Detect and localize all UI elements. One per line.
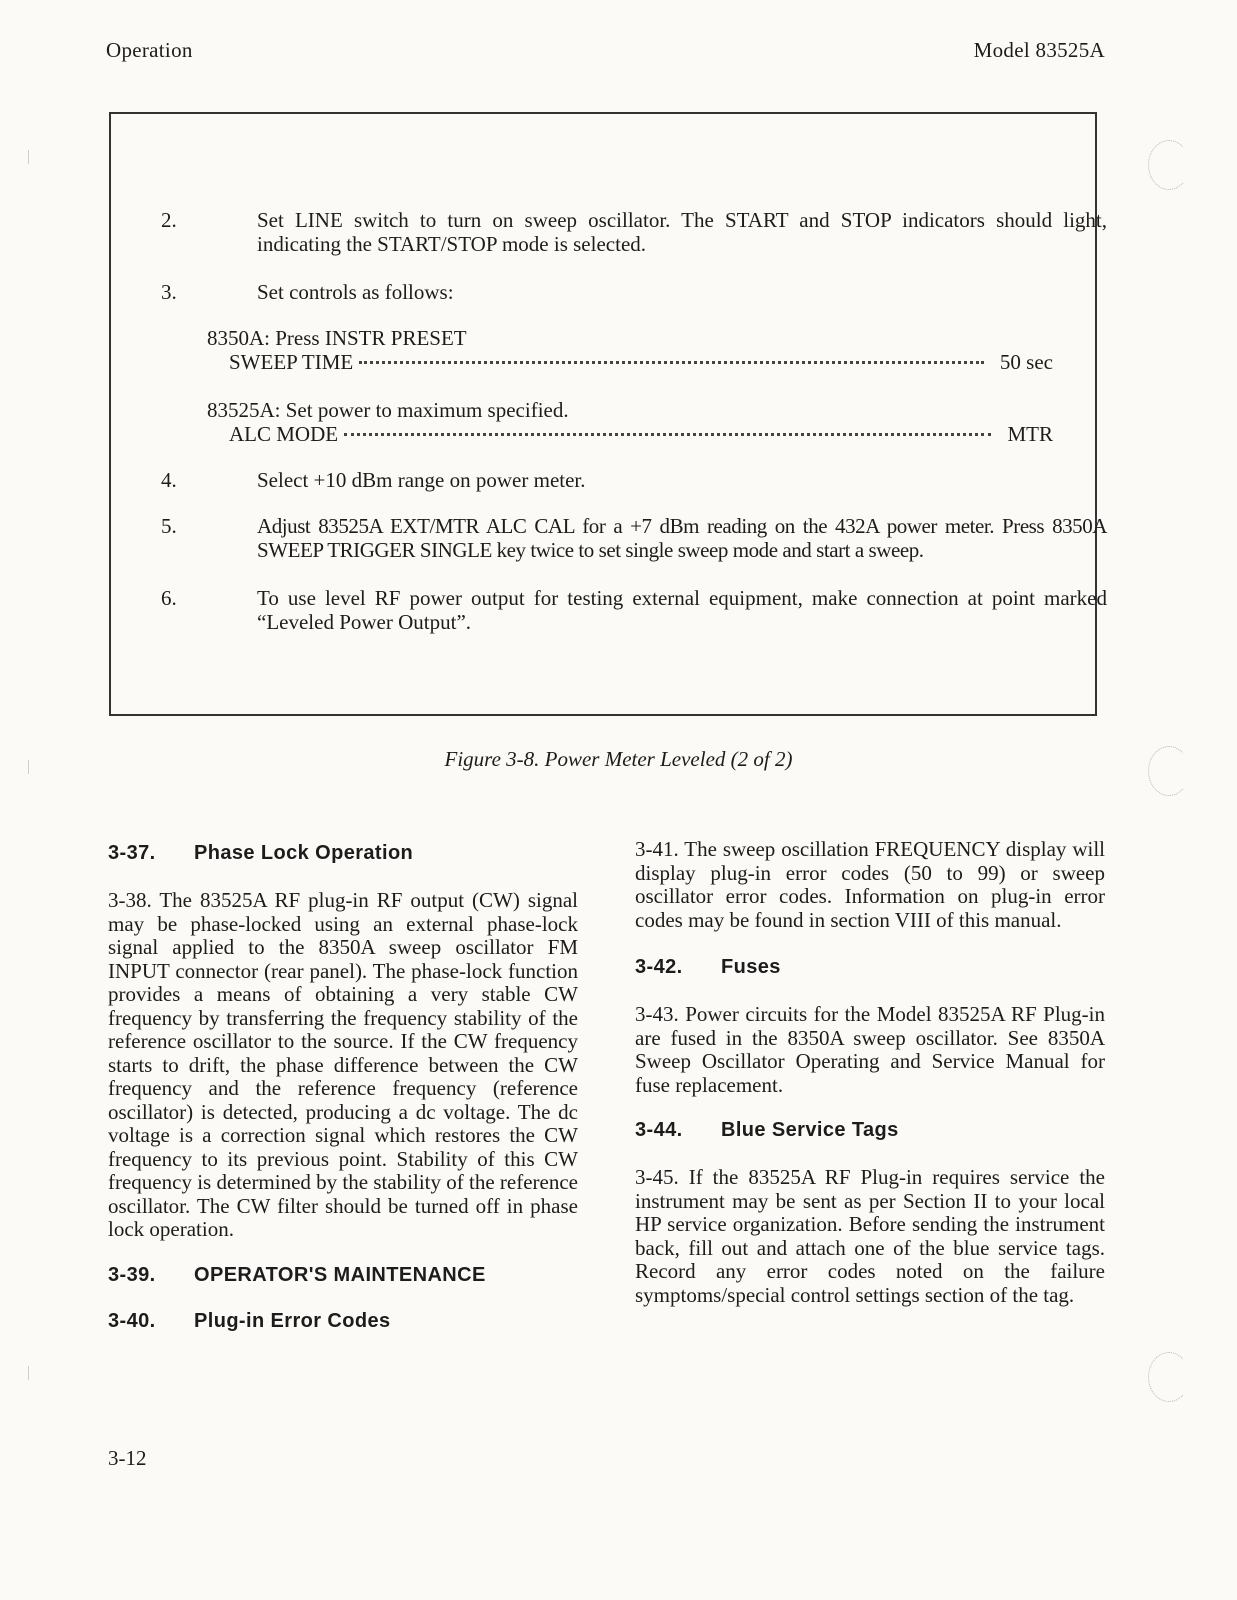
control-value: 50 sec bbox=[999, 350, 1053, 374]
body-paragraph: 3-41. The sweep oscillation FREQUENCY display will display plug-in error codes (50 to 99) or sweep oscillator error codes. Information on plug-in error codes may be found in section VIII of this manual. bbox=[635, 837, 1105, 932]
control-value: MTR bbox=[1007, 422, 1053, 446]
body-paragraph: 3-38. The 83525A RF plug-in RF output (CW) signal may be phase-locked using an external phase-lock signal applied to the 8350A sweep oscillator FM INPUT connector (rear panel). The phase-lock function provides a means of obtaining a very stable CW frequency by transferring the frequency stability of the reference oscillator to the source. If the CW frequency starts to drift, the phase difference between the CW frequency and the reference frequency (reference oscillator) is detected, producing a dc voltage. The dc voltage is a correction signal which restores the CW frequency to its previous point. Stability of this CW frequency is determined by the stability of the reference oscillator. The CW filter should be turned off in phase lock operation. bbox=[108, 888, 578, 1241]
section-title: Blue Service Tags bbox=[721, 1119, 899, 1141]
section-heading bbox=[635, 956, 1105, 979]
step-text: To use level RF power output for testing external equipment, make connection at point marked “Leveled Power Output”. bbox=[257, 586, 1107, 634]
control-setting-group bbox=[207, 398, 1053, 446]
section-heading bbox=[108, 1310, 578, 1333]
section-heading bbox=[108, 1264, 578, 1287]
body-paragraph: 3-45. If the 83525A RF Plug-in requires service the instrument may be sent as per Section II to your local HP service organization. Before sending the instrument back, fill out and attach one of the blue service tags. Record any error codes noted on the failure symptoms/special control settings section of the tag. bbox=[635, 1165, 1105, 1307]
step-number: 3. bbox=[161, 280, 177, 304]
step-text: Set controls as follows: bbox=[257, 280, 454, 304]
running-header-left: Operation bbox=[106, 38, 193, 62]
control-group-heading: 83525A: Set power to maximum specified. bbox=[207, 398, 569, 422]
scan-mark bbox=[28, 150, 32, 164]
section-title: Fuses bbox=[721, 956, 781, 978]
step-number: 4. bbox=[161, 468, 177, 492]
section-title: Plug-in Error Codes bbox=[194, 1309, 391, 1332]
step-text: Set LINE switch to turn on sweep oscillator. The START and STOP indicators should light, indicating the START/STOP mode is selected. bbox=[257, 208, 1107, 256]
left-column bbox=[108, 838, 578, 1333]
running-header-right: Model 83525A bbox=[973, 38, 1105, 62]
section-number: 3-40. bbox=[108, 1309, 156, 1332]
section-title: Phase Lock Operation bbox=[194, 842, 414, 864]
figure-box bbox=[109, 112, 1107, 716]
step-number: 6. bbox=[161, 586, 177, 610]
body-paragraph: 3-43. Power circuits for the Model 83525A RF Plug-in are fused in the 8350A sweep oscillator. See 8350A Sweep Oscillator Operating and Service Manual for fuse replacement. bbox=[635, 1002, 1105, 1097]
control-setting-row bbox=[207, 422, 1053, 446]
section-number: 3-37. bbox=[108, 842, 156, 864]
section-number: 3-42. bbox=[635, 956, 683, 978]
section-heading bbox=[108, 842, 578, 865]
step-text: Adjust 83525A EXT/MTR ALC CAL for a +7 dBm reading on the 432A power meter. Press 8350A SWEEP TRIGGER SINGLE key twice to set single sweep mode and start a sweep. bbox=[257, 514, 1107, 562]
scan-mark bbox=[28, 1366, 32, 1380]
step-number: 5. bbox=[161, 514, 177, 538]
section-title: OPERATOR'S MAINTENANCE bbox=[194, 1263, 486, 1286]
step-number: 2. bbox=[161, 208, 177, 232]
control-setting-group bbox=[207, 326, 1053, 374]
control-label: SWEEP TIME bbox=[229, 350, 354, 374]
control-label: ALC MODE bbox=[229, 422, 339, 446]
section-number: 3-39. bbox=[108, 1263, 156, 1286]
dot-leader bbox=[344, 433, 991, 436]
binder-hole-mark bbox=[1148, 1352, 1190, 1402]
binder-hole-mark bbox=[1148, 140, 1190, 190]
figure-caption: Figure 3-8. Power Meter Leveled (2 of 2) bbox=[444, 747, 793, 771]
control-group-heading: 8350A: Press INSTR PRESET bbox=[207, 326, 467, 350]
control-setting-row bbox=[207, 350, 1053, 374]
step-text: Select +10 dBm range on power meter. bbox=[257, 468, 586, 492]
section-number: 3-44. bbox=[635, 1119, 683, 1141]
section-heading bbox=[635, 1119, 1105, 1142]
dot-leader bbox=[359, 361, 984, 364]
right-column bbox=[635, 838, 1105, 1307]
page-number: 3-12 bbox=[108, 1446, 147, 1470]
